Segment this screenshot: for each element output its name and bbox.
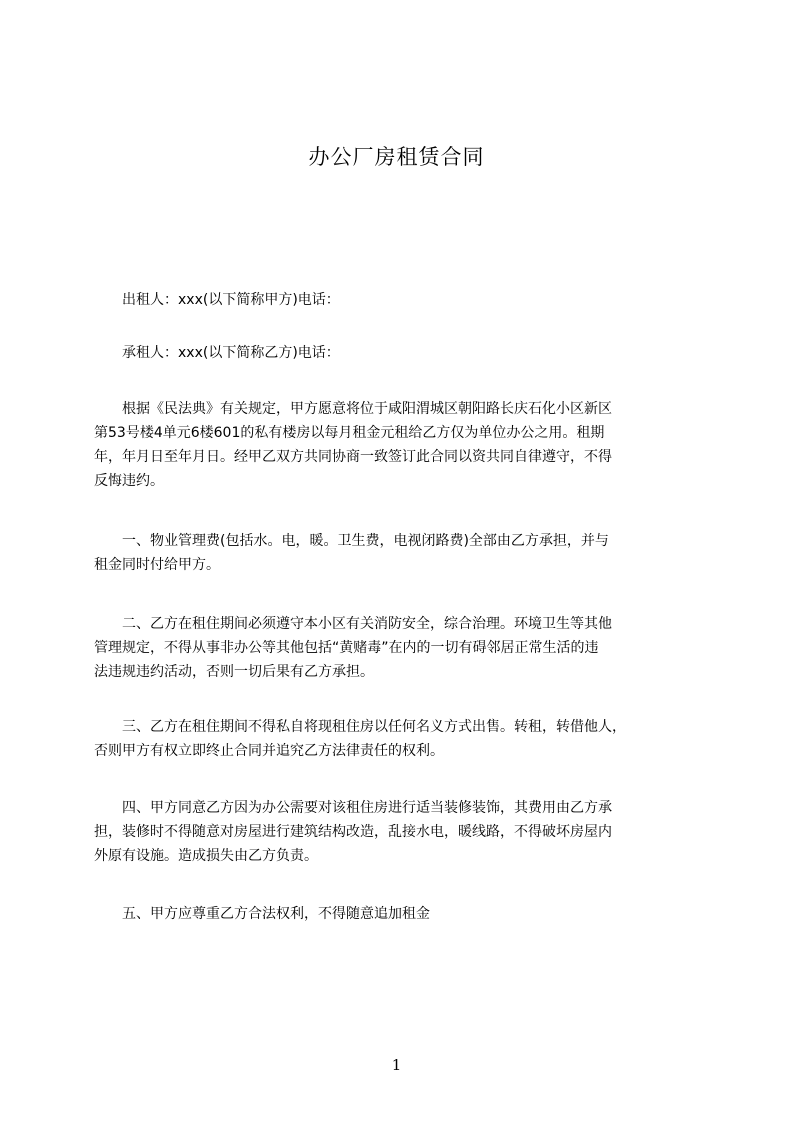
page-number: 1	[391, 1056, 402, 1074]
paragraph-intro	[94, 397, 700, 493]
paragraph-line: 外原有设施。造成损失由乙方负责。	[94, 848, 318, 864]
paragraph-line: 否则甲方有权立即终止合同并追究乙方法律责任的权利。	[94, 743, 444, 759]
paragraph-clause-4	[94, 796, 700, 868]
paragraph-line: 四、甲方同意乙方因为办公需要对该租住房进行适当装修装饰，其费用由乙方承	[94, 800, 612, 816]
paragraph-line: 第53号楼4单元6楼601的私有楼房以每月租金元租给乙方仅为单位办公之用。租期	[94, 425, 605, 441]
paragraph-line: 出租人：xxx(以下简称甲方)电话：	[94, 292, 340, 308]
paragraph-clause-2	[94, 612, 700, 684]
paragraph-line: 一、物业管理费(包括水。电，暖。卫生费，电视闭路费)全部由乙方承担，并与	[94, 533, 609, 549]
paragraph-clause-5	[94, 902, 700, 926]
paragraph-line: 年，年月日至年月日。经甲乙双方共同协商一致签订此合同以资共同自律遵守，不得	[94, 449, 612, 465]
paragraph-line: 担，装修时不得随意对房屋进行建筑结构改造，乱接水电，暖线路，不得破坏房屋内	[94, 824, 612, 840]
paragraph-clause-1	[94, 529, 700, 577]
paragraph-line: 三、乙方在租住期间不得私自将现租住房以任何名义方式出售。转租，转借他人，	[94, 719, 626, 735]
paragraph-lessor	[94, 288, 700, 312]
paragraph-line: 承租人：xxx(以下简称乙方)电话：	[94, 345, 340, 361]
paragraph-lessee	[94, 341, 700, 365]
paragraph-line: 租金同时付给甲方。	[94, 557, 220, 573]
paragraph-line: 根据《民法典》有关规定，甲方愿意将位于咸阳渭城区朝阳路长庆石化小区新区	[94, 401, 612, 417]
document-title: 办公厂房租赁合同	[308, 145, 485, 169]
paragraph-line: 二、乙方在租住期间必须遵守本小区有关消防安全，综合治理。环境卫生等其他	[94, 616, 612, 632]
paragraph-line: 反悔违约。	[94, 473, 164, 489]
paragraph-line: 法违规违约活动，否则一切后果有乙方承担。	[94, 664, 374, 680]
paragraph-line: 管理规定，不得从事非办公等其他包括“黄赌毒”在内的一切有碍邻居正常生活的违	[94, 640, 599, 656]
paragraph-clause-3	[94, 715, 700, 763]
paragraph-line: 五、甲方应尊重乙方合法权利，不得随意追加租金	[94, 906, 430, 922]
